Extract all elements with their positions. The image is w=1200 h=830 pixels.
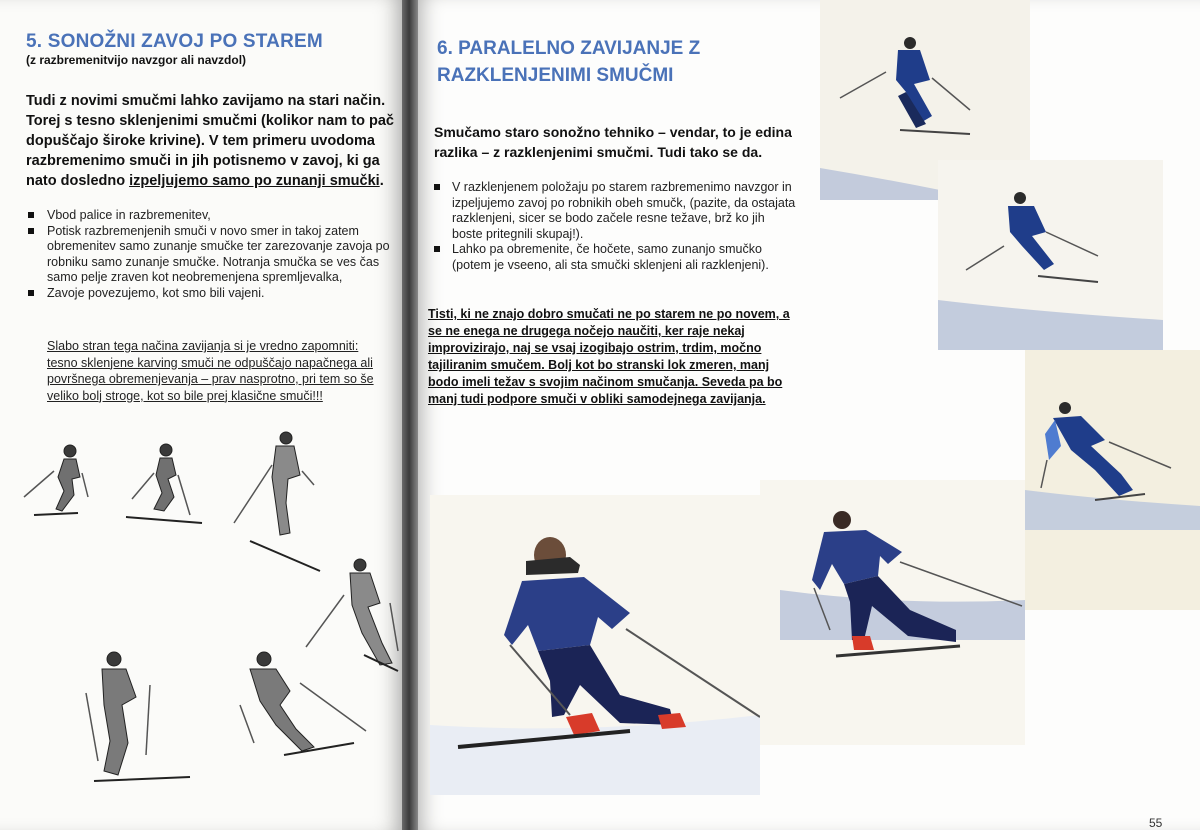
left-page-subtitle: (z razbremenitvijo navzgor ali navzdol) bbox=[26, 53, 247, 67]
skier-photo-large bbox=[430, 495, 760, 795]
left-page-title: 5. SONOŽNI ZAVOJ PO STAREM bbox=[26, 31, 323, 52]
skier-figure bbox=[126, 444, 202, 523]
left-intro-text: Tudi z novimi smučmi lahko zavijamo na stari način. Torej s tesno sklenjenimi smučmi (kolikor nam to pač dopuščajo široke krivine). V tem primeru uvodoma razbremenimo smuči in jih potisnemo v zavoj, ki ga nato dosledno bbox=[26, 93, 394, 189]
right-intro-paragraph: Smučamo staro sonožno tehniko – vendar, to je edina razlika – z razklenjenimi smučmi. Tudi tako se da. bbox=[434, 124, 792, 160]
left-intro-end: . bbox=[379, 173, 384, 189]
page-number: 55 bbox=[1149, 816, 1163, 830]
skier-photo-middle bbox=[938, 160, 1163, 350]
skier-figure bbox=[24, 445, 88, 515]
skier-photo-right bbox=[1025, 350, 1200, 610]
right-page-title: 6. PARALELNO ZAVIJANJE Z RAZKLENJENIMI SMUČMI bbox=[437, 38, 701, 86]
list-item bbox=[26, 286, 392, 302]
bullet-text: Vbod palice in razbremenitev, bbox=[47, 208, 211, 222]
bullet-square-icon bbox=[434, 184, 440, 190]
skier-photo-center bbox=[760, 480, 1025, 745]
skier-figure bbox=[240, 652, 366, 755]
left-intro-paragraph bbox=[26, 91, 394, 191]
list-item bbox=[432, 242, 796, 273]
bullet-text: Zavoje povezujemo, kot smo bili vajeni. bbox=[47, 285, 265, 300]
left-page bbox=[0, 0, 404, 830]
skier-sequence-photo bbox=[14, 425, 399, 800]
skier-figure bbox=[306, 559, 398, 671]
right-bullet-list bbox=[432, 180, 796, 273]
bullet-square-icon bbox=[28, 212, 34, 218]
bullet-text: V razklenjenem položaju po starem razbremenimo navzgor in izpeljujemo zavoj po robnikih obeh smučk, (pazite, da ostajata razklenjeni, sicer se bodo začele resne težave, brž ko jih boste pritegnili skupaj!). bbox=[452, 180, 796, 241]
skier-figure bbox=[234, 432, 320, 571]
skier-figure bbox=[86, 652, 190, 781]
left-bullet-list bbox=[26, 208, 392, 301]
bullet-square-icon bbox=[434, 246, 440, 252]
list-item bbox=[432, 180, 796, 242]
left-intro-underlined: izpeljujemo samo po zunanji smučki bbox=[129, 173, 380, 189]
left-note: Slabo stran tega načina zavijanja si je vredno zapomniti: tesno sklenjene karving smuči ne odpuščajo napačnega ali površnega obremenjevanja – prav nasprotno, pri tem so še veliko bolj stroge, kot so bile prej klasične smuči!!! bbox=[47, 339, 374, 403]
bullet-square-icon bbox=[28, 228, 34, 234]
bullet-square-icon bbox=[28, 290, 34, 296]
right-note: Tisti, ki ne znajo dobro smučati ne po starem ne po novem, a se ne enega ne drugega nočejo naučiti, ker raje nekaj improvizirajo, naj se vsaj izogibajo ostrim, trdim, močno tajiliranim smučem. Bolj kot bo stranski lok zmeren, manj bodo imeli težav s svojim načinom smučanja. Seveda pa bo manj tudi podpore smuči v obliki samodejnega zavijanja. bbox=[428, 307, 790, 406]
list-item bbox=[26, 208, 392, 224]
bullet-text: Lahko pa obremenite, če hočete, samo zunanjo smučko (potem je vseeno, ali sta smučki sklenjeni ali razklenjeni). bbox=[452, 242, 769, 272]
bullet-text: Potisk razbremenjenih smuči v novo smer in takoj zatem obremenitev samo zunanje smučke ter zarezovanje zavoja po robniku samo zunanje smučke. Notranja smučka se ves čas samo pelje zraven kot neobremenjena spremljevalka, bbox=[47, 223, 390, 284]
list-item bbox=[26, 224, 392, 286]
